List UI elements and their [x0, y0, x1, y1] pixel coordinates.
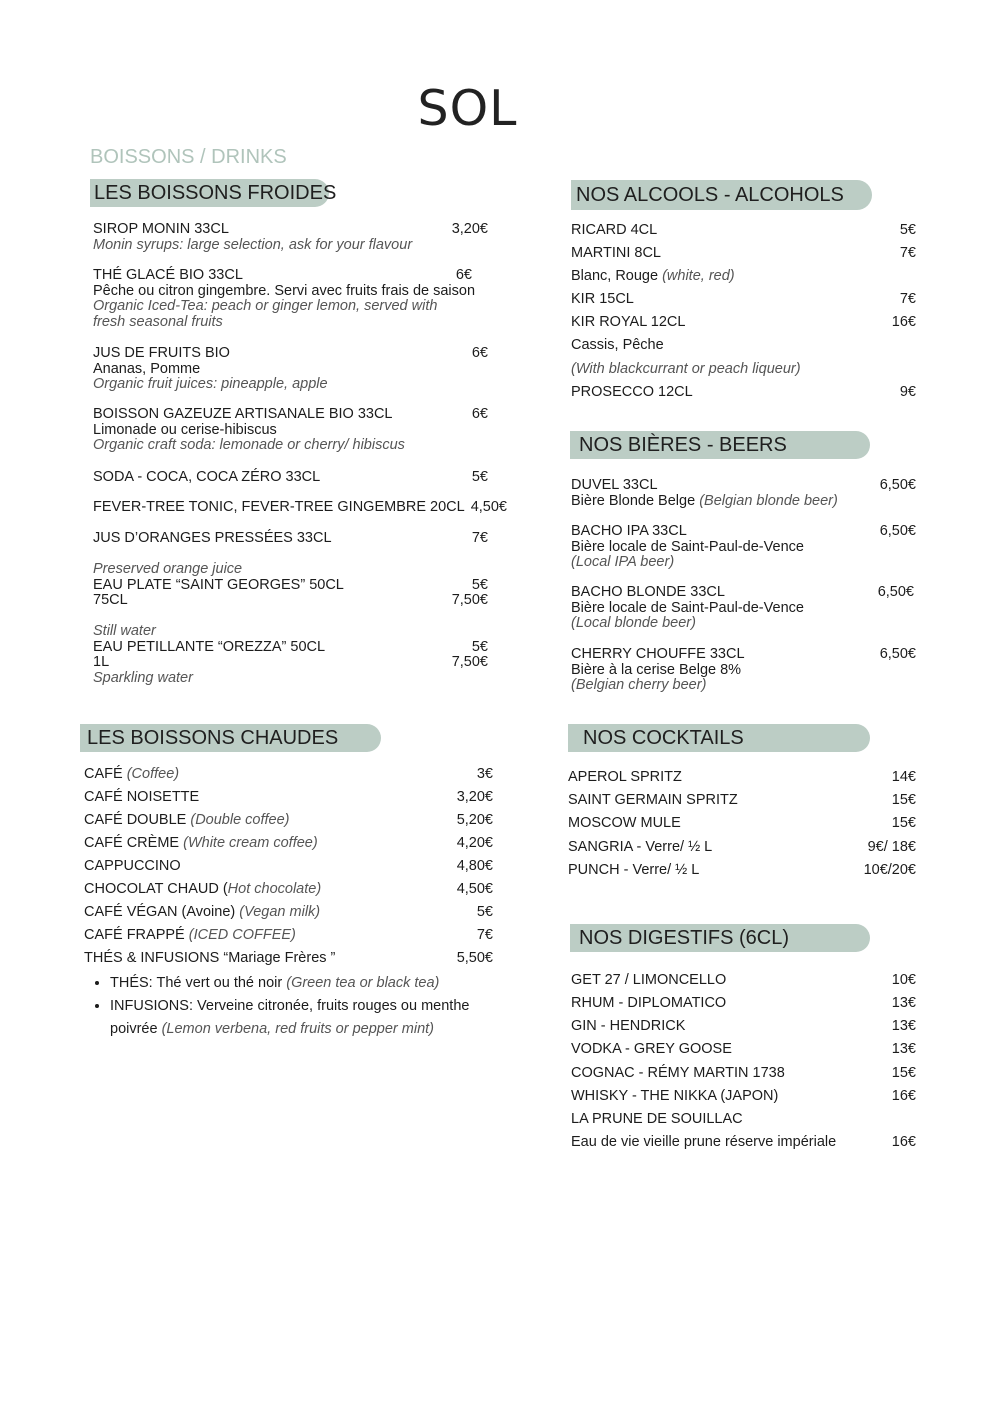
- section-header-cold-drinks: LES BOISSONS FROIDES: [90, 179, 329, 207]
- menu-item: RHUM - DIPLOMATICO 13€: [571, 995, 916, 1011]
- section-header-hot-drinks: LES BOISSONS CHAUDES: [80, 724, 381, 752]
- menu-item: BOISSON GAZEUZE ARTISANALE BIO 33CL 6€ Limonade ou cerise-hibiscus Organic craft soda: lemonade or cherry/ hibiscus: [93, 406, 488, 453]
- menu-item: Eau de vie vieille prune réserve impériale 16€: [571, 1134, 916, 1150]
- menu-item: BACHO IPA 33CL 6,50€ Bière locale de Saint-Paul-de-Vence (Local IPA beer): [571, 523, 916, 570]
- menu-item: SIROP MONIN 33CL 3,20€ Monin syrups: large selection, ask for your flavour: [93, 221, 488, 253]
- beers-list: [571, 478, 916, 698]
- menu-item: PROSECCO 12CL 9€: [571, 384, 916, 400]
- menu-item: CAFÉ CRÈME (White cream coffee) 4,20€: [84, 835, 493, 851]
- section-header-cocktails: NOS COCKTAILS: [568, 724, 870, 752]
- menu-item: CAFÉ FRAPPÉ (ICED COFFEE) 7€: [84, 927, 493, 943]
- menu-item: FEVER-TREE TONIC, FEVER-TREE GINGEMBRE 20CL 4,50€: [93, 499, 507, 515]
- menu-item: LA PRUNE DE SOUILLAC: [571, 1111, 743, 1127]
- menu-item: JUS DE FRUITS BIO 6€ Ananas, Pomme Organic fruit juices: pineapple, apple: [93, 345, 488, 392]
- menu-item: CAFÉ VÉGAN (Avoine) (Vegan milk) 5€: [84, 904, 493, 920]
- menu-item-note: Cassis, Pêche: [571, 337, 664, 353]
- menu-item-note: (With blackcurrant or peach liqueur): [571, 361, 801, 377]
- menu-item: PUNCH - Verre/ ½ L 10€/20€: [568, 862, 916, 878]
- menu-item: CAFÉ (Coffee) 3€: [84, 766, 493, 782]
- tea-infusions-list: [84, 972, 510, 1041]
- list-item: • INFUSIONS: Verveine citronée, fruits rouges ou menthe poivrée (Lemon verbena, red fruits or pepper mint): [110, 995, 510, 1041]
- menu-item: DUVEL 33CL 6,50€ Bière Blonde Belge (Belgian blonde beer): [571, 477, 916, 509]
- digestifs-list: [571, 972, 916, 1157]
- restaurant-name: SOL: [417, 80, 518, 137]
- menu-item-note: Blanc, Rouge (white, red): [571, 268, 735, 284]
- menu-item: SODA - COCA, COCA ZÉRO 33CL 5€: [93, 469, 488, 485]
- menu-item: GIN - HENDRICK 13€: [571, 1018, 916, 1034]
- menu-item: CAFÉ NOISETTE 3,20€: [84, 789, 493, 805]
- list-item: • THÉS: Thé vert ou thé noir (Green tea or black tea): [110, 972, 510, 995]
- menu-item: RICARD 4CL 5€: [571, 222, 916, 238]
- menu-item: KIR 15CL 7€: [571, 291, 916, 307]
- section-header-alcohols: NOS ALCOOLS - ALCOHOLS: [571, 180, 872, 210]
- menu-item: VODKA - GREY GOOSE 13€: [571, 1041, 916, 1057]
- menu-item: CAPPUCCINO 4,80€: [84, 858, 493, 874]
- section-header-digestifs: NOS DIGESTIFS (6CL): [570, 924, 870, 952]
- cold-drinks-list: [93, 221, 507, 692]
- section-header-beers: NOS BIÈRES - BEERS: [570, 431, 870, 459]
- menu-item: CHERRY CHOUFFE 33CL 6,50€ Bière à la cerise Belge 8% (Belgian cherry beer): [571, 646, 916, 693]
- menu-item: MOSCOW MULE 15€: [568, 815, 916, 831]
- menu-item-still-water: Preserved orange juice EAU PLATE “SAINT GEORGES” 50CL 5€ 75CL 7,50€: [93, 561, 488, 608]
- menu-subtitle: BOISSONS / DRINKS: [90, 146, 287, 168]
- menu-item: KIR ROYAL 12CL 16€: [571, 314, 916, 330]
- menu-item: CAFÉ DOUBLE (Double coffee) 5,20€: [84, 812, 493, 828]
- hot-drinks-list: [84, 766, 493, 976]
- menu-item: THÉ GLACÉ BIO 33CL 6€ Pêche ou citron gingembre. Servi avec fruits frais de saison Organic Iced-Tea: peach or ginger lemon, served with fresh seasonal fruits: [93, 267, 476, 330]
- alcohols-list: [571, 222, 916, 402]
- menu-item: WHISKY - THE NIKKA (JAPON) 16€: [571, 1088, 916, 1104]
- menu-item-sparkling-water: Still water EAU PETILLANTE “OREZZA” 50CL 5€ 1L 7,50€ Sparkling water: [93, 623, 488, 686]
- menu-item: COGNAC - RÉMY MARTIN 1738 15€: [571, 1065, 916, 1081]
- menu-item: MARTINI 8CL 7€: [571, 245, 916, 261]
- menu-item: THÉS & INFUSIONS “Mariage Frères ” 5,50€: [84, 950, 493, 966]
- menu-item: JUS D’ORANGES PRESSÉES 33CL 7€: [93, 530, 488, 546]
- menu-item: APEROL SPRITZ 14€: [568, 769, 916, 785]
- menu-item: SANGRIA - Verre/ ½ L 9€/ 18€: [568, 839, 916, 855]
- cocktails-list: [568, 769, 916, 881]
- menu-item: GET 27 / LIMONCELLO 10€: [571, 972, 916, 988]
- menu-item: CHOCOLAT CHAUD (Hot chocolate) 4,50€: [84, 881, 493, 897]
- menu-item: SAINT GERMAIN SPRITZ 15€: [568, 792, 916, 808]
- menu-item: BACHO BLONDE 33CL 6,50€ Bière locale de Saint-Paul-de-Vence (Local blonde beer): [571, 584, 914, 631]
